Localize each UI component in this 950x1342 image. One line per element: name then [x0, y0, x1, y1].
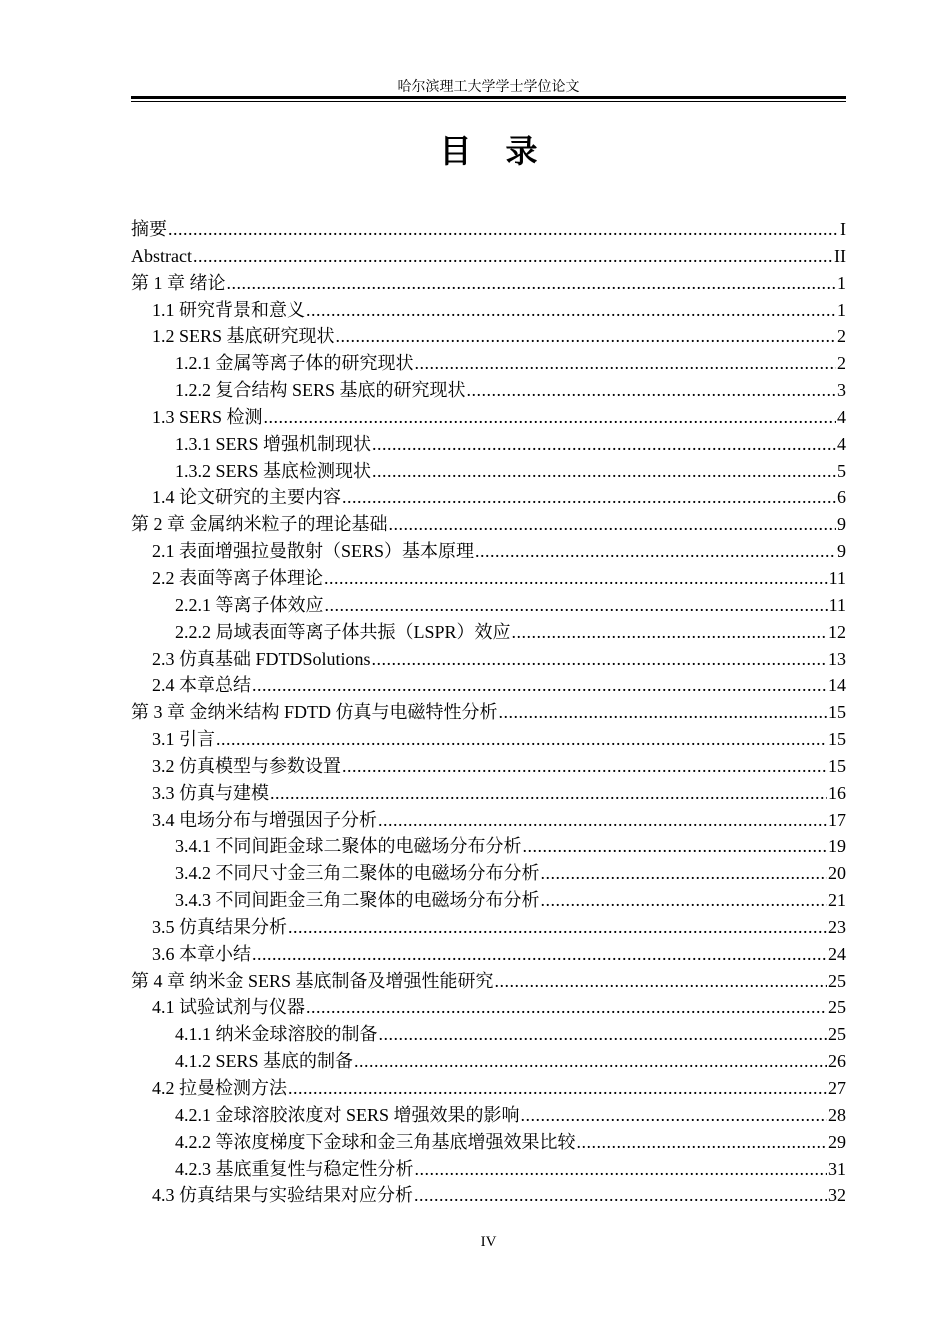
toc-entry-title: 4.2 拉曼检测方法	[152, 1078, 287, 1098]
toc-entry-title: 4.1.2 SERS 基底的制备	[175, 1051, 354, 1072]
toc-dot-leader	[252, 673, 827, 691]
toc-entry-page: 27	[828, 1078, 846, 1098]
toc-dot-leader	[342, 754, 827, 772]
toc-dot-leader	[216, 727, 827, 745]
toc-dot-leader	[288, 915, 827, 933]
toc-entry[interactable]	[131, 753, 846, 780]
toc-entry-title: 2.4 本章总结	[152, 675, 251, 696]
toc-entry-page: 32	[828, 1185, 846, 1206]
toc-entry[interactable]	[131, 1129, 846, 1156]
toc-dot-leader	[342, 485, 836, 503]
toc-entry[interactable]	[131, 672, 846, 699]
toc-entry[interactable]	[131, 833, 846, 860]
toc-entry-page: I	[840, 219, 846, 239]
toc-entry-title: 1.3 SERS 检测	[152, 406, 263, 427]
toc-entry-title: 1.4 论文研究的主要内容	[152, 487, 341, 508]
toc-dot-leader	[521, 1103, 827, 1121]
toc-entry-title: 4.1.1 纳米金球溶胶的制备	[175, 1024, 378, 1045]
toc-dot-leader	[415, 351, 837, 369]
toc-entry-title: 第 1 章 绪论	[131, 272, 226, 293]
toc-entry[interactable]	[131, 270, 846, 297]
toc-entry-page: 13	[828, 648, 846, 669]
toc-entry-title: 1.1 研究背景和意义	[152, 299, 305, 320]
toc-entry-title: 1.3.1 SERS 增强机制现状	[175, 433, 372, 454]
toc-entry[interactable]	[131, 377, 846, 404]
toc-entry[interactable]	[131, 780, 846, 807]
toc-entry[interactable]	[131, 243, 846, 270]
toc-entry[interactable]	[131, 458, 846, 485]
toc-entry-title: 3.1 引言	[152, 729, 215, 750]
toc-entry-page: 25	[828, 970, 846, 991]
toc-entry[interactable]	[131, 323, 846, 350]
toc-entry-page: 25	[828, 1024, 846, 1045]
toc-entry-page: 15	[828, 729, 846, 750]
toc-entry[interactable]	[131, 404, 846, 431]
toc-entry[interactable]	[131, 350, 846, 377]
toc-entry[interactable]	[131, 1075, 846, 1102]
toc-entry-title: 3.2 仿真模型与参数设置	[152, 755, 341, 776]
toc-entry[interactable]	[131, 968, 846, 995]
toc-entry-page: 16	[828, 782, 846, 803]
toc-entry[interactable]	[131, 511, 846, 538]
toc-entry[interactable]	[131, 1102, 846, 1129]
toc-entry[interactable]	[131, 887, 846, 914]
toc-entry-page: 9	[837, 541, 846, 562]
toc-dot-leader	[306, 995, 827, 1013]
toc-entry[interactable]	[131, 941, 846, 968]
toc-entry-page: 6	[837, 487, 846, 508]
toc-dot-leader	[372, 459, 836, 477]
toc-entry-title: 摘要	[131, 219, 167, 239]
toc-entry-title: 4.2.1 金球溶胶浓度对 SERS 增强效果的影响	[175, 1104, 520, 1125]
toc-entry-page: 3	[837, 380, 846, 401]
toc-entry-page: 1	[837, 299, 846, 320]
toc-entry-title: 2.2 表面等离子体理论	[152, 567, 323, 588]
toc-dot-leader	[541, 861, 828, 879]
toc-entry-page: 12	[828, 621, 846, 642]
toc-dot-leader	[264, 405, 836, 423]
toc-dot-leader	[252, 942, 827, 960]
toc-entry[interactable]	[131, 484, 846, 511]
toc-entry-page: 11	[828, 567, 846, 588]
toc-entry[interactable]	[131, 860, 846, 887]
toc-entry[interactable]	[131, 807, 846, 834]
toc-dot-leader	[306, 298, 836, 316]
page-number: IV	[480, 1234, 497, 1250]
toc-entry[interactable]	[131, 699, 846, 726]
toc-entry-title: 3.4.2 不同尺寸金三角二聚体的电磁场分布分析	[175, 863, 540, 884]
toc-entry-title: 4.3 仿真结果与实验结果对应分析	[152, 1185, 413, 1206]
toc-entry[interactable]	[131, 297, 846, 324]
toc-entry-page: 15	[828, 702, 846, 723]
toc-entry-title: 2.1 表面增强拉曼散射（SERS）基本原理	[152, 541, 475, 562]
toc-entry-page: 4	[837, 406, 846, 427]
toc-entry-title: 1.2 SERS 基底研究现状	[152, 326, 335, 347]
toc-entry[interactable]	[131, 914, 846, 941]
toc-dot-leader	[415, 1157, 828, 1175]
toc-dot-leader	[336, 324, 836, 342]
toc-entry[interactable]	[131, 216, 846, 243]
toc-entry-title: 2.3 仿真基础 FDTDSolutions	[152, 648, 371, 669]
toc-entry-title: 4.2.2 等浓度梯度下金球和金三角基底增强效果比较	[175, 1131, 576, 1152]
toc-entry-page: 2	[837, 353, 846, 374]
toc-entry-page: 11	[828, 594, 846, 615]
toc-entry-page: 28	[828, 1104, 846, 1125]
toc-dot-leader	[523, 834, 828, 852]
toc-dot-leader	[389, 512, 837, 530]
toc-dot-leader	[541, 888, 828, 906]
toc-entry[interactable]	[131, 619, 846, 646]
toc-entry-page: 29	[828, 1131, 846, 1152]
toc-dot-leader	[378, 808, 827, 826]
toc-dot-leader	[227, 271, 837, 289]
toc-entry-title: 3.4.3 不同间距金三角二聚体的电磁场分布分析	[175, 890, 540, 911]
toc-dot-leader	[193, 244, 833, 262]
toc-entry-page: 23	[828, 916, 846, 937]
toc-entry-title: 3.6 本章小结	[152, 943, 251, 964]
toc-entry[interactable]	[131, 1156, 846, 1183]
toc-entry[interactable]	[131, 1182, 846, 1209]
toc-entry-page: 20	[828, 863, 846, 884]
toc-entry-title: 3.4 电场分布与增强因子分析	[152, 809, 377, 830]
toc-dot-leader	[512, 620, 827, 638]
toc-entry-page: 15	[828, 755, 846, 776]
toc-entry-page: 24	[828, 943, 846, 964]
toc-entry-title: 1.2.2 复合结构 SERS 基底的研究现状	[175, 380, 466, 401]
toc-entry-page: 17	[828, 809, 846, 830]
toc-dot-leader	[372, 647, 827, 665]
header-rule-thin	[131, 101, 846, 102]
toc-dot-leader	[499, 700, 827, 718]
toc-dot-leader	[270, 781, 827, 799]
toc-entry-page: 26	[828, 1051, 846, 1072]
toc-entry-page: 2	[837, 326, 846, 347]
table-of-contents	[131, 216, 846, 1209]
toc-dot-leader	[288, 1076, 827, 1094]
toc-entry-title: 2.2.1 等离子体效应	[175, 594, 324, 615]
toc-entry[interactable]	[131, 1021, 846, 1048]
running-header: 哈尔滨理工大学学士学位论文	[397, 80, 580, 95]
toc-title: 目录	[439, 132, 572, 170]
toc-entry-title: 4.1 试验试剂与仪器	[152, 997, 305, 1018]
toc-entry-page: 5	[837, 460, 846, 481]
toc-entry-title: 第 3 章 金纳米结构 FDTD 仿真与电磁特性分析	[131, 702, 498, 723]
toc-entry-title: 3.4.1 不同间距金球二聚体的电磁场分布分析	[175, 836, 522, 857]
toc-entry-title: 1.2.1 金属等离子体的研究现状	[175, 353, 414, 374]
toc-dot-leader	[379, 1022, 828, 1040]
toc-entry-title: Abstract	[131, 245, 192, 266]
toc-entry[interactable]	[131, 565, 846, 592]
toc-dot-leader	[372, 432, 836, 450]
toc-entry-page: 9	[837, 514, 846, 535]
toc-entry[interactable]	[131, 646, 846, 673]
toc-entry-title: 第 4 章 纳米金 SERS 基底制备及增强性能研究	[131, 970, 494, 991]
header-rule-thick	[131, 96, 846, 99]
toc-entry-page: II	[834, 245, 846, 266]
toc-dot-leader	[168, 217, 839, 235]
toc-entry-title: 2.2.2 局域表面等离子体共振（LSPR）效应	[175, 621, 511, 642]
toc-entry-page: 19	[828, 836, 846, 857]
toc-entry-title: 4.2.3 基底重复性与稳定性分析	[175, 1158, 414, 1179]
toc-dot-leader	[475, 539, 836, 557]
toc-entry-page: 31	[828, 1158, 846, 1179]
toc-entry-page: 14	[828, 675, 846, 696]
toc-dot-leader	[354, 1049, 827, 1067]
toc-entry[interactable]	[131, 1048, 846, 1075]
toc-entry-title: 3.5 仿真结果分析	[152, 916, 287, 937]
toc-dot-leader	[495, 969, 827, 987]
toc-entry-title: 1.3.2 SERS 基底检测现状	[175, 460, 372, 481]
toc-entry-title: 3.3 仿真与建模	[152, 782, 269, 803]
toc-dot-leader	[325, 593, 828, 611]
toc-dot-leader	[414, 1183, 827, 1201]
toc-entry-title: 第 2 章 金属纳米粒子的理论基础	[131, 514, 388, 535]
toc-entry-page: 1	[837, 272, 846, 293]
toc-dot-leader	[324, 566, 828, 584]
toc-entry-page: 21	[828, 890, 846, 911]
toc-dot-leader	[577, 1130, 828, 1148]
toc-entry-page: 25	[828, 997, 846, 1018]
toc-entry[interactable]	[131, 726, 846, 753]
toc-entry[interactable]	[131, 431, 846, 458]
toc-entry-page: 4	[837, 433, 846, 454]
toc-entry[interactable]	[131, 538, 846, 565]
toc-entry[interactable]	[131, 592, 846, 619]
toc-entry[interactable]	[131, 994, 846, 1021]
toc-dot-leader	[467, 378, 836, 396]
